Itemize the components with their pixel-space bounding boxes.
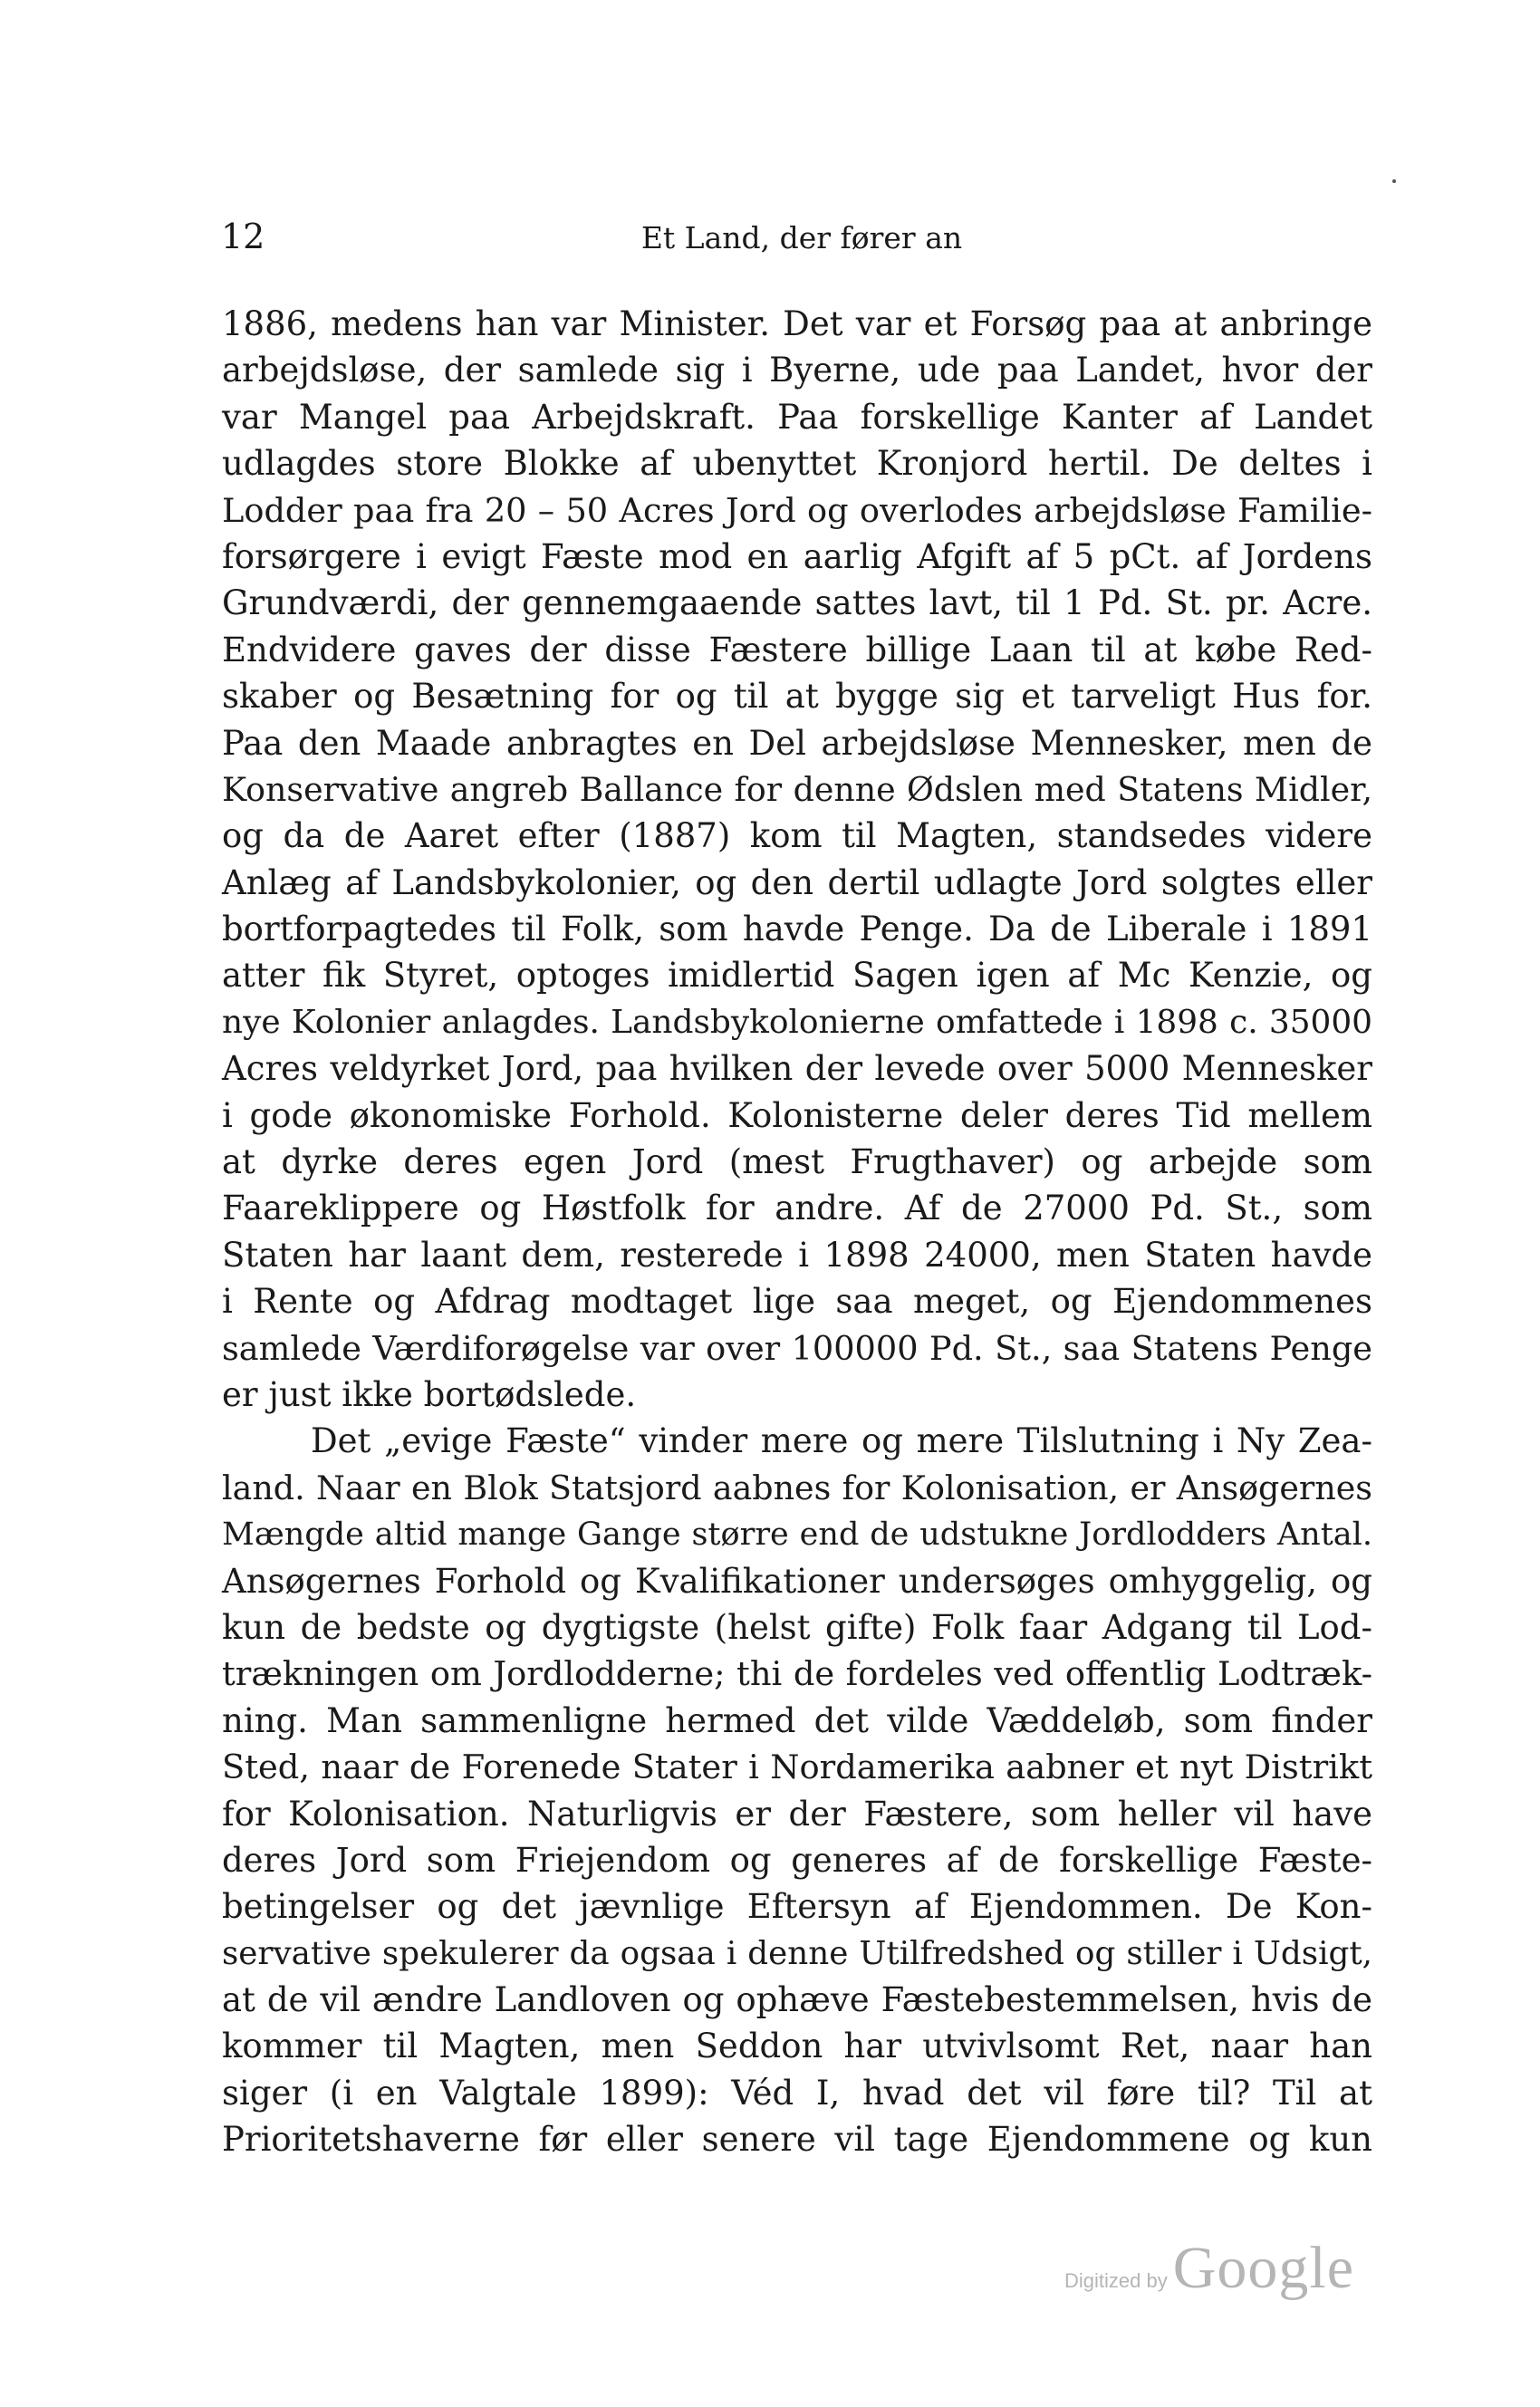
text-line: deres Jord som Friejendom og generes af de forskellige Fæste-	[222, 1840, 1372, 1880]
text-line: Mængde altid mange Gange større end de udstukne Jordlodders Antal.	[222, 1516, 1372, 1554]
watermark-prefix: Digitized by	[1064, 2269, 1168, 2292]
text-line: 1886, medens han var Minister. Det var et Forsøg paa at anbringe	[222, 304, 1372, 343]
text-line: betingelser og det jævnlige Eftersyn af Ejendommen. De Kon-	[222, 1887, 1372, 1927]
running-head-text: Et Land, der fører an	[640, 220, 963, 255]
running-head	[0, 217, 1540, 259]
text-line: arbejdsløse, der samlede sig i Byerne, ude paa Landet, hvor der	[222, 351, 1372, 390]
digitized-by-google-watermark	[1064, 2234, 1354, 2303]
text-line: forsørgere i evigt Fæste mod en aarlig Afgift af 5 pCt. af Jordens	[222, 536, 1372, 576]
text-line: Acres veldyrket Jord, paa hvilken der levede over 5000 Mennesker	[222, 1049, 1372, 1089]
text-line: udlagdes store Blokke af ubenyttet Kronjord hertil. De deltes i	[222, 444, 1372, 484]
text-line: nye Kolonier anlagdes. Landsbykolonierne omfattede i 1898 c. 35000	[222, 1003, 1372, 1041]
text-line: bortforpagtedes til Folk, som havde Penge. Da de Liberale i 1891	[222, 910, 1372, 949]
text-line: land. Naar en Blok Statsjord aabnes for Kolonisation, er Ansøgernes	[222, 1468, 1372, 1507]
text-line: skaber og Besætning for og til at bygge sig et tarveligt Hus for.	[222, 677, 1372, 717]
text-line: servative spekulerer da ogsaa i denne Utilfredshed og stiller i Udsigt,	[222, 1934, 1372, 1972]
text-line: Endvidere gaves der disse Fæstere billige Laan til at købe Red-	[222, 630, 1372, 669]
paragraph-end-line: er just ikke bortødslede.	[222, 1374, 637, 1414]
google-logo: Google	[1172, 2235, 1354, 2301]
text-line: kun de bedste og dygtigste (helst gifte) Folk faar Adgang til Lod-	[222, 1607, 1372, 1647]
text-line: og da de Aaret efter (1887) kom til Magten, standsedes videre	[222, 816, 1372, 856]
text-line: Konservative angreb Ballance for denne Ødslen med Statens Midler,	[222, 769, 1372, 809]
text-line: kommer til Magten, men Seddon har utvivlsomt Ret, naar han	[222, 2027, 1372, 2066]
text-line: Sted, naar de Forenede Stater i Nordamerika aabner et nyt Distrikt	[222, 1747, 1372, 1787]
body-text	[222, 301, 1372, 2163]
page-number: 12	[221, 217, 265, 256]
text-line: Staten har laant dem, resterede i 1898 24000, men Staten havde	[222, 1235, 1372, 1275]
text-line: atter fik Styret, optoges imidlertid Sagen igen af Mc Kenzie, og	[222, 956, 1372, 996]
text-line: ning. Man sammenligne hermed det vilde Væddeløb, som finder	[222, 1700, 1372, 1740]
text-line: Prioritetshaverne før eller senere vil tage Ejendommene og kun	[222, 2120, 1372, 2160]
text-line: Ansøgernes Forhold og Kvalifikationer undersøges omhyggelig, og	[222, 1561, 1372, 1601]
text-line: samlede Værdiforøgelse var over 100000 Pd. St., saa Statens Penge	[222, 1328, 1372, 1368]
text-line: siger (i en Valgtale 1899): Véd I, hvad det vil føre til? Til at	[222, 2073, 1372, 2113]
text-line: i Rente og Afdrag modtaget lige saa meget, og Ejendommenes	[222, 1282, 1372, 1322]
text-line: Grundværdi, der gennemgaaende sattes lavt, til 1 Pd. St. pr. Acre.	[222, 583, 1372, 623]
text-line: Paa den Maade anbragtes en Del arbejdsløse Mennesker, men de	[222, 723, 1372, 763]
scan-speck	[1392, 179, 1396, 183]
text-line: Faareklippere og Høstfolk for andre. Af de 27000 Pd. St., som	[222, 1189, 1372, 1228]
text-line: trækningen om Jordlodderne; thi de fordeles ved offentlig Lodtræk-	[222, 1654, 1372, 1694]
text-line: at de vil ændre Landloven og ophæve Fæstebestemmelsen, hvis de	[222, 1980, 1372, 2020]
text-line: Anlæg af Landsbykolonier, og den dertil udlagte Jord solgtes eller	[222, 862, 1372, 902]
text-line: at dyrke deres egen Jord (mest Frugthaver) og arbejde som	[222, 1142, 1372, 1182]
text-line: for Kolonisation. Naturligvis er der Fæstere, som heller vil have	[222, 1794, 1372, 1834]
paragraph-start-line: Det „evige Fæste“ vinder mere og mere Tilslutning i Ny Zea-	[311, 1421, 1372, 1461]
text-line: var Mangel paa Arbejdskraft. Paa forskellige Kanter af Landet	[222, 397, 1372, 437]
text-line: Lodder paa fra 20 – 50 Acres Jord og overlodes arbejdsløse Familie-	[222, 490, 1372, 530]
text-line: i gode økonomiske Forhold. Kolonisterne deler deres Tid mellem	[222, 1095, 1372, 1135]
